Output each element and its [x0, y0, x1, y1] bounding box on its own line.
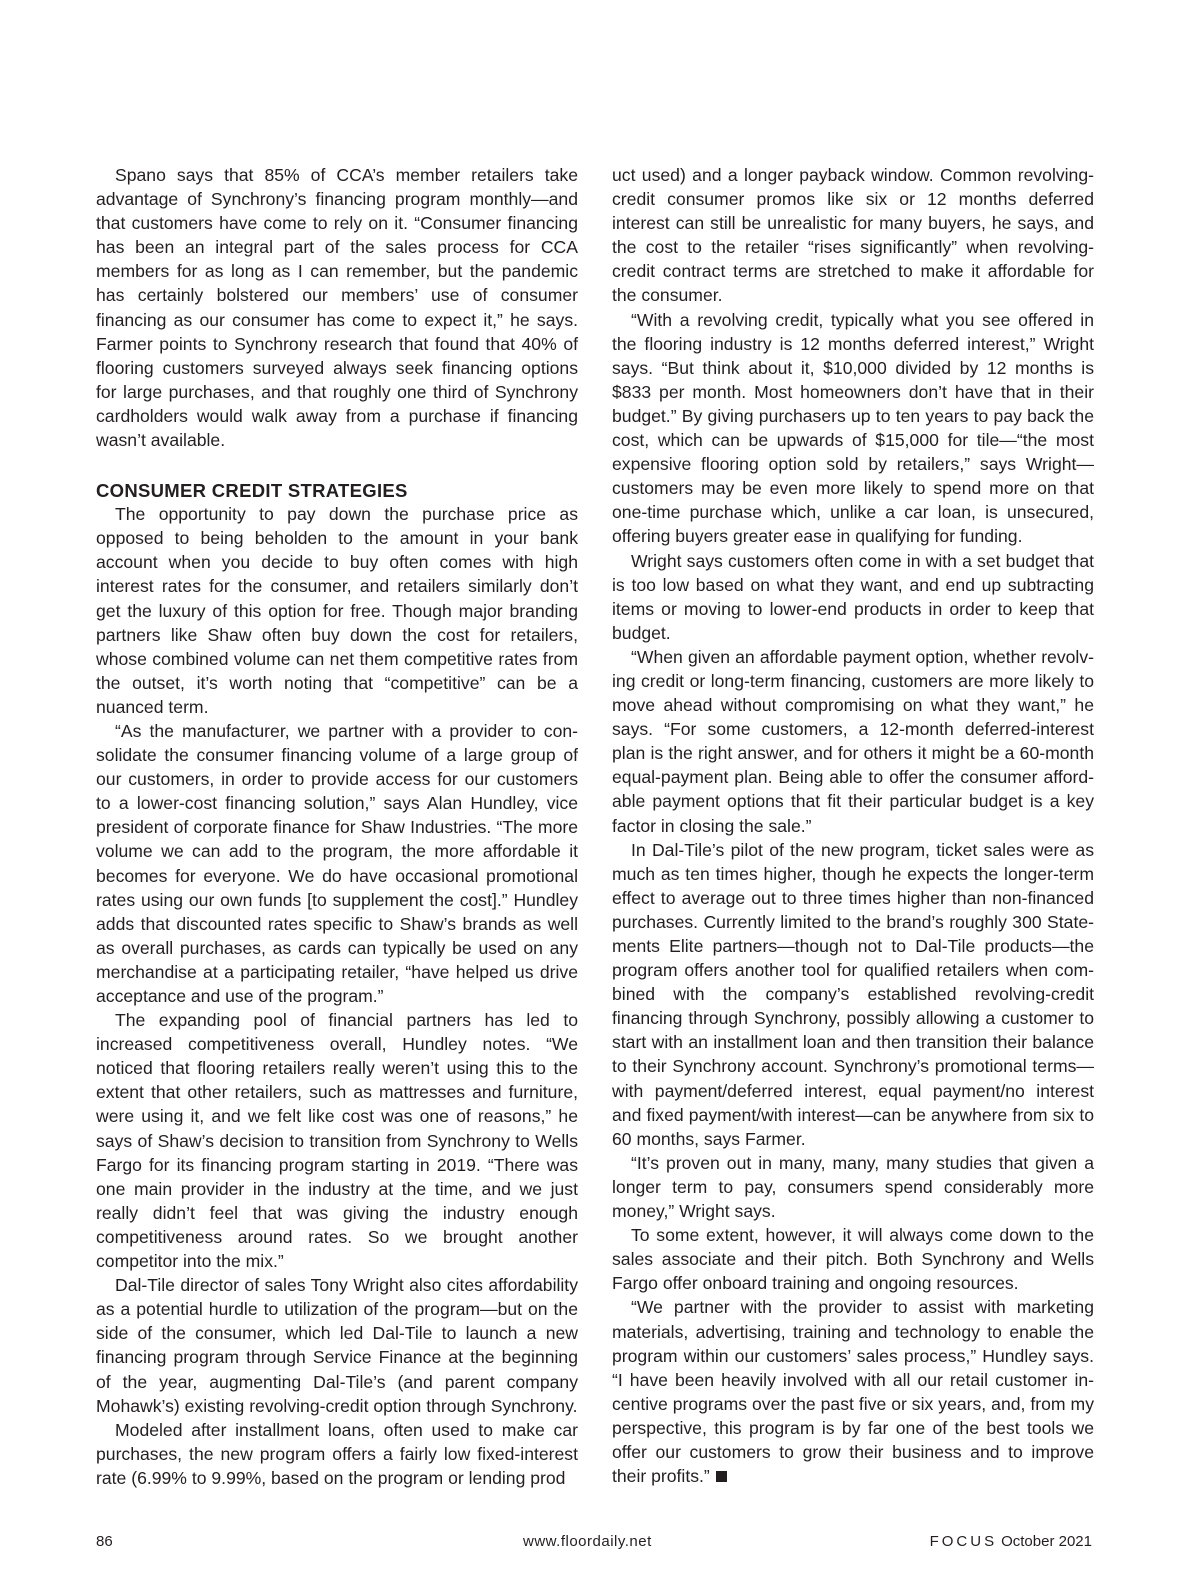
issue-label — [930, 1533, 1092, 1551]
left-column — [96, 163, 578, 1490]
body-paragraph: “When given an affordable payment option, whether revolving credit or long-term financing, customers are more likely to move ahead without compromising on what they want,” he says. “For some customers, a 12-month deferred-interest plan is the right answer, and for others it might be a 60-month equal-payment plan. Being able to offer the consumer affordable payment options that fit their particular budget is a key factor in closing the sale.” — [612, 646, 1094, 836]
page-number: 86 — [96, 1533, 113, 1550]
body-paragraph: Modeled after installment loans, often used to make car purchases, the new program offers a fairly low fixed-interest rate (6.99% to 9.99%, based on the program or lending prod — [96, 1419, 578, 1488]
website-url: www.floordaily.net — [523, 1533, 652, 1550]
issue-date: October 2021 — [1001, 1533, 1092, 1550]
body-paragraph: The opportunity to pay down the purchase price as opposed to being beholden to the amount in your bank account when you decide to buy often comes with high interest rates for the consumer, and retailers similarly don’t get the luxury of this option for free. Though major branding partners like Shaw often buy down the cost for retailers, whose combined volume can net them competitive rates from the outset, it’s worth noting that “competitive” can be a nuanced term. — [96, 504, 578, 717]
body-paragraph: The expanding pool of financial partners has led to increased competitiveness overall, Hundley notes. “We noticed that flooring retailers really weren’t using this to the extent that other retailers, such as mattresses and furniture, were using it, and we felt like cost was one of reasons,” he says of Shaw’s decision to transition from Synchrony to Wells Fargo for its financing program starting in 2019. “There was one main provider in the industry at the time, and we just really didn’t feel that was giving the industry enough competitiveness around rates. So we brought another competitor into the mix.” — [96, 1010, 578, 1272]
body-paragraph-continued: uct used) and a longer payback window. Common revolving-credit consumer promos like six or 12 months deferred interest can still be unrealistic for many buyers, he says, and the cost to the retailer “rises significantly” when revolving-credit contract terms are stretched to make it affordable for the consumer. — [612, 165, 1094, 306]
body-paragraph: Dal-Tile director of sales Tony Wright also cites affordability as a potential hurdle to utilization of the program—but on the side of the consumer, which led Dal-Tile to launch a new financing program through Service Finance at the beginning of the year, augmenting Dal-Tile’s (and parent company Mohawk’s) existing revolving-credit option through Synchrony. — [96, 1275, 578, 1416]
magazine-name: FOCUS — [929, 1533, 998, 1550]
final-paragraph — [612, 1295, 1094, 1488]
body-paragraph: In Dal-Tile’s pilot of the new program, ticket sales were as much as ten times higher, though he expects the longer-term effect to average out to three times higher than non-financed purchases. Currently limited to the brand’s roughly 300 Statements Elite partners—though not to Dal-Tile products—the program offers another tool for qualified retailers when combined with the company’s established revolving-credit financing through Synchrony, possibly allowing a customer to start with an installment loan and then transition their balance to their Synchrony account. Synchrony’s promotional terms—with payment/deferred interest, equal payment/no interest and fixed payment/with interest—can be anywhere from six to 60 months, says Farmer. — [612, 839, 1094, 1149]
final-paragraph-text: “We partner with the provider to assist with marketing materials, advertising, training and technology to enable the program within our customers’ sales process,” Hundley says. “I have been heavily involved with all our retail customer incentive programs over the past five or six years, and, from my perspective, this program is by far one of the best tools we offer our customers to grow their business and to improve their profits.” — [612, 1297, 1094, 1487]
end-of-article-icon — [716, 1471, 727, 1482]
body-paragraph: To some extent, however, it will always come down to the sales associate and their pitch. Both Synchrony and Wells Fargo offer onboard training and ongoing resources. — [612, 1225, 1094, 1294]
body-paragraph: Wright says customers often come in with a set budget that is too low based on what they want, and end up subtracting items or moving to lower-end products in order to keep that budget. — [612, 550, 1094, 643]
body-paragraph: Spano says that 85% of CCA’s member retailers take advantage of Synchrony’s financing program monthly—and that customers have come to rely on it. “Consumer financing has been an integral part of the sales process for CCA members for as long as I can remember, but the pandemic has certainly bolstered our members’ use of consumer financing as our consumer has come to expect it,” he says. Farmer points to Synchrony research that found that 40% of flooring customers surveyed always seek financing options for large purchases, and that roughly one third of Synchrony cardholders would walk away from a purchase if financing wasn’t available. — [96, 165, 578, 451]
body-paragraph: “It’s proven out in many, many, many studies that given a longer term to pay, consumers spend considerably more money,” Wright says. — [612, 1152, 1094, 1222]
section-subheading: CONSUMER CREDIT STRATEGIES — [96, 480, 408, 502]
right-column — [612, 163, 1094, 1488]
body-paragraph: “As the manufacturer, we partner with a provider to consolidate the consumer financing volume of a large group of our customers, in order to provide access for our customers to a lower-cost financing solution,” says Alan Hundley, vice president of corporate finance for Shaw Industries. “The more volume we can add to the program, the more affordable it becomes for everyone. We do have occasional promotional rates using our own funds [to supplement the cost].” Hundley adds that discounted rates specific to Shaw’s brands as well as overall purchases, as cards can typically be used on any merchandise at a participating retailer, “have helped us drive acceptance and use of the program.” — [96, 720, 578, 1006]
body-paragraph: “With a revolving credit, typically what you see offered in the flooring industry is 12 months deferred interest,” Wright says. “But think about it, $10,000 divided by 12 months is $833 per month. Most homeowners don’t have that in their budget.” By giving purchasers up to ten years to pay back the cost, which can be upwards of $15,000 for tile—“the most expensive flooring option sold by retailers,” says Wright—customers may be even more likely to spend more on that one-time purchase which, unlike a car loan, is unsecured, offering buyers greater ease in qualifying for funding. — [612, 309, 1094, 547]
